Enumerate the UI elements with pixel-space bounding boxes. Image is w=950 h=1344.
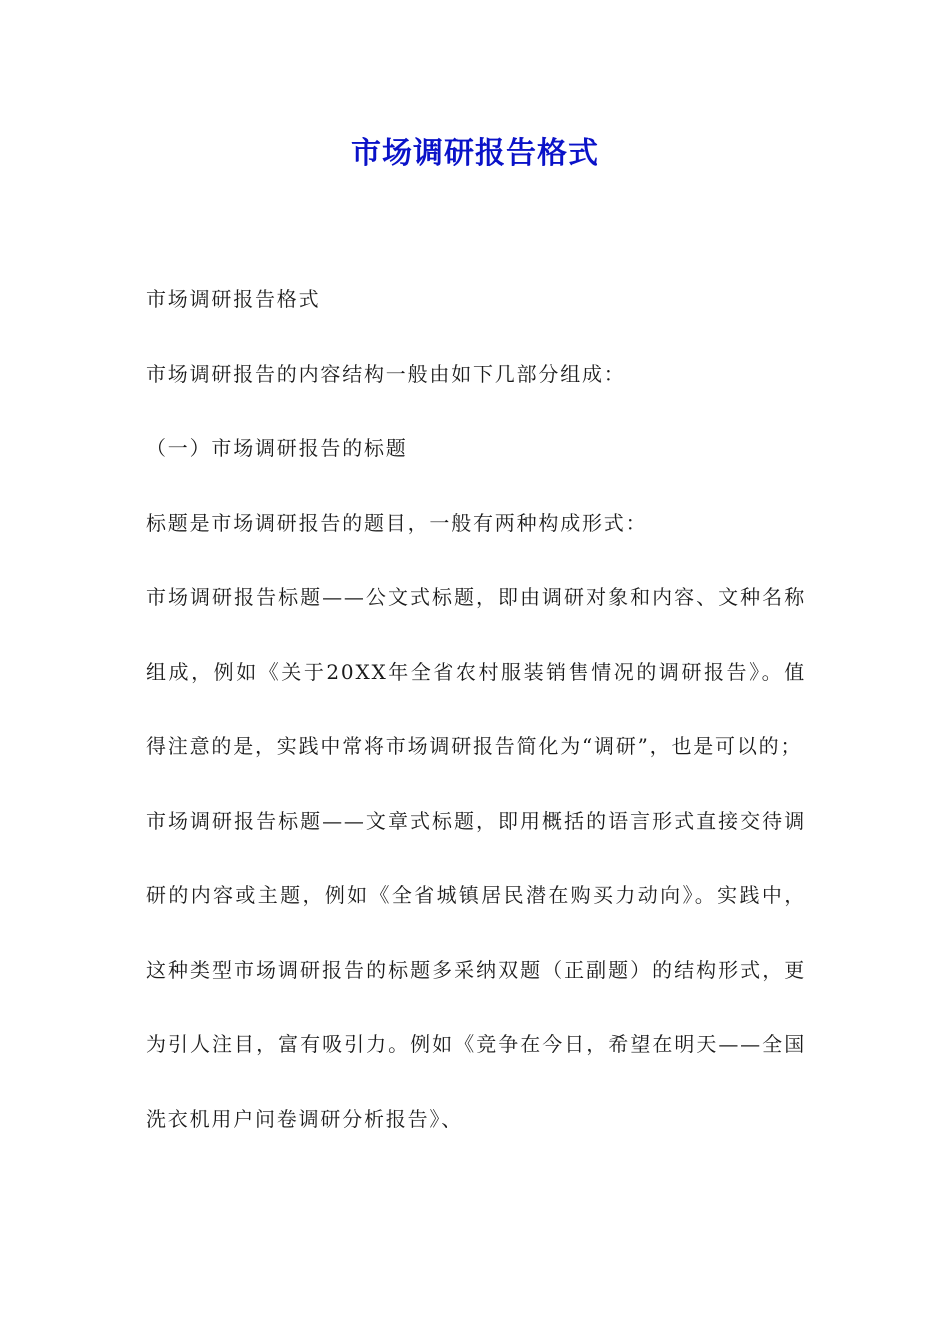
paragraph-official-title: 市场调研报告标题——公文式标题，即由调研对象和内容、文种名称组成，例如《关于20XX年全省农村服装销售情况的调研报告》。值得注意的是，实践中常将市场调研报告简化为“调研”，也是可以的；	[146, 585, 806, 758]
document-body	[146, 262, 806, 1156]
section-heading-title: （一）市场调研报告的标题	[146, 436, 408, 460]
paragraph-heading: 市场调研报告格式	[146, 287, 321, 311]
paragraph-article-title: 市场调研报告标题——文章式标题，即用概括的语言形式直接交待调研的内容或主题，例如《全省城镇居民潜在购买力动向》。实践中，这种类型市场调研报告的标题多采纳双题（正副题）的结构形式，更为引人注目，富有吸引力。例如《竞争在今日，希望在明天——全国洗衣机用户问卷调研分析报告》、	[146, 808, 806, 1131]
document-title: 市场调研报告格式	[351, 136, 599, 171]
paragraph-title-forms: 标题是市场调研报告的题目，一般有两种构成形式：	[146, 510, 648, 535]
paragraph-structure-intro: 市场调研报告的内容结构一般由如下几部分组成：	[146, 361, 626, 386]
